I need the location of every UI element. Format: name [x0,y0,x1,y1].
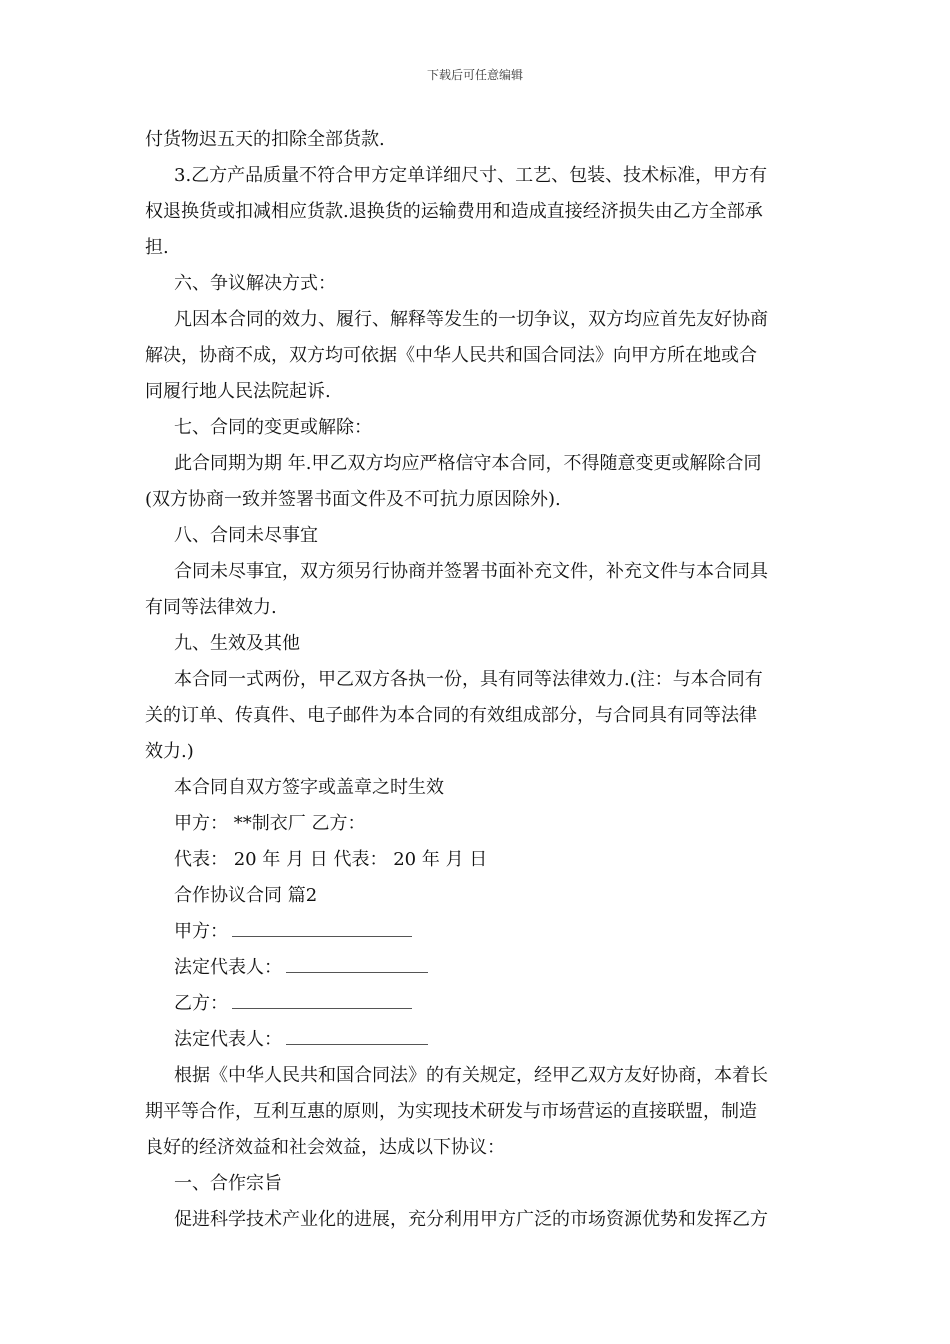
paragraph-line: 根据《中华人民共和国合同法》的有关规定，经甲乙双方友好协商，本着长 [174,1065,768,1086]
party-a-rep-field [145,950,807,986]
party-line: 甲方： **制衣厂 乙方： [174,813,366,834]
paragraph-line: 效力.) [145,741,194,762]
party-a-blank [232,914,412,937]
effective-clause: 本合同自双方签字或盖章之时生效 [174,777,444,798]
section-heading-8: 八、合同未尽事宜 [174,525,318,546]
party-b-rep-field [145,1022,807,1058]
page-header: 下载后可任意编辑 [426,68,523,82]
paragraph-line: 良好的经济效益和社会效益，达成以下协议： [145,1137,505,1158]
contract-title: 合作协议合同 篇2 [174,885,318,906]
section-heading-7: 七、合同的变更或解除： [174,417,372,438]
paragraph-line: 同履行地人民法院起诉. [145,381,331,402]
paragraph-line: 解决，协商不成，双方均可依据《中华人民共和国合同法》向甲方所在地或合 [145,345,757,366]
paragraph-line: 此合同期为期 年.甲乙双方均应严格信守本合同，不得随意变更或解除合同 [174,453,762,474]
party-a-label: 甲方： [174,921,228,942]
party-b-rep-blank [286,1022,428,1045]
clause-3-quality: 3.乙方产品质量不符合甲方定单详细尺寸、工艺、包装、技术标准，甲方有 [174,165,768,186]
paragraph-line: 促进科学技术产业化的进展，充分利用甲方广泛的市场资源优势和发挥乙方 [174,1209,768,1230]
paragraph-line: 期平等合作，互利互惠的原则，为实现技术研发与市场营运的直接联盟，制造 [145,1101,757,1122]
paragraph-line: (双方协商一致并签署书面文件及不可抗力原因除外). [145,489,561,510]
party-a-rep-blank [286,950,428,973]
party-b-label: 乙方： [174,993,228,1014]
paragraph-line: 凡因本合同的效力、履行、解释等发生的一切争议，双方均应首先友好协商 [174,309,768,330]
document-body [145,122,807,1238]
paragraph-line: 合同未尽事宜，双方须另行协商并签署书面补充文件，补充文件与本合同具 [174,561,768,582]
paragraph-line: 关的订单、传真件、电子邮件为本合同的有效组成部分，与合同具有同等法律 [145,705,757,726]
party-a-field [145,914,807,950]
paragraph-line: 本合同一式两份，甲乙双方各执一份，具有同等法律效力.(注：与本合同有 [174,669,763,690]
party-b-field [145,986,807,1022]
section-heading-6: 六、争议解决方式： [174,273,336,294]
party-b-rep-label: 法定代表人： [174,1029,282,1050]
paragraph-line: 有同等法律效力. [145,597,277,618]
section-heading-1: 一、合作宗旨 [174,1173,282,1194]
section-heading-9: 九、生效及其他 [174,633,300,654]
paragraph-line: 权退换货或扣减相应货款.退换货的运输费用和造成直接经济损失由乙方全部承 [145,201,763,222]
party-b-blank [232,986,412,1009]
party-a-rep-label: 法定代表人： [174,957,282,978]
paragraph-line: 付货物迟五天的扣除全部货款. [145,129,385,150]
representative-date-line: 代表： 20 年 月 日 代表： 20 年 月 日 [174,849,488,870]
paragraph-line: 担. [145,237,169,258]
